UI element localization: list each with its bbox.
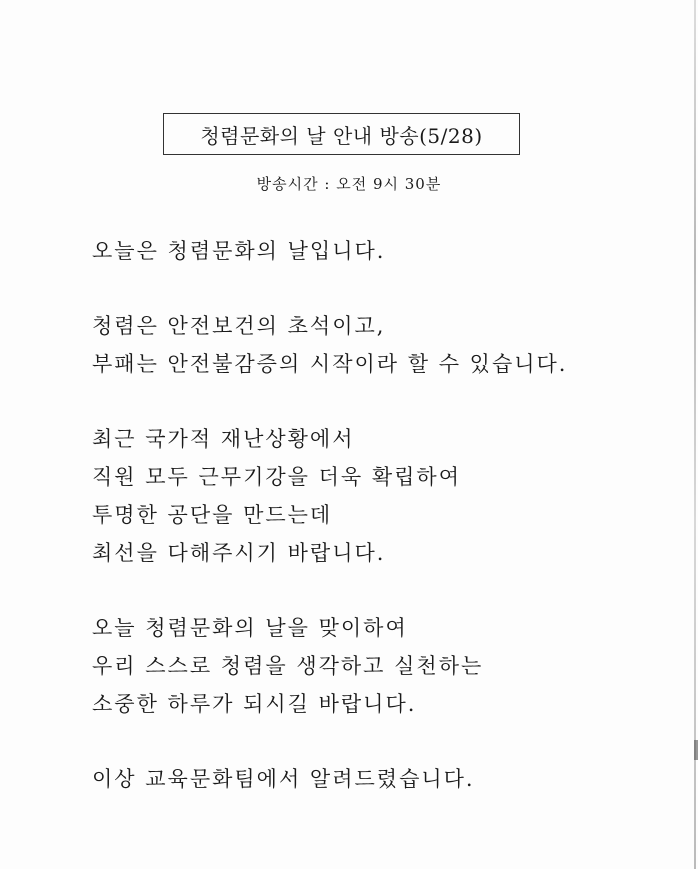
- paragraph-closing: [92, 760, 652, 798]
- text-line: 투명한 공단을 만드는데: [92, 503, 333, 527]
- announcement-body: [92, 232, 652, 835]
- text-line: 오늘은 청렴문화의 날입니다.: [92, 239, 386, 263]
- text-line: 최근 국가적 재난상황에서: [92, 427, 355, 451]
- paragraph-discipline: [92, 420, 652, 572]
- text-line: 우리 스스로 청렴을 생각하고 실천하는: [92, 654, 484, 678]
- text-line: 청렴은 안전보건의 초석이고,: [92, 314, 386, 338]
- document-title-box: [163, 113, 520, 155]
- paragraph-greeting: [92, 232, 652, 270]
- broadcast-time: 방송시간 : 오전 9시 30분: [256, 175, 442, 193]
- text-line: 이상 교육문화팀에서 알려드렸습니다.: [92, 767, 475, 791]
- text-line: 직원 모두 근무기강을 더욱 확립하여: [92, 465, 461, 489]
- text-line: 오늘 청렴문화의 날을 맞이하여: [92, 616, 408, 640]
- scan-edge-line: [694, 0, 696, 869]
- scan-edge-mark: [694, 740, 698, 760]
- text-line: 부패는 안전불감증의 시작이라 할 수 있습니다.: [92, 352, 568, 376]
- document-title: 청렴문화의 날 안내 방송(5/28): [200, 123, 483, 148]
- paragraph-integrity: [92, 307, 652, 383]
- text-line: 소중한 하루가 되시길 바랍니다.: [92, 692, 417, 716]
- text-line: 최선을 다해주시기 바랍니다.: [92, 541, 386, 565]
- paragraph-practice: [92, 609, 652, 723]
